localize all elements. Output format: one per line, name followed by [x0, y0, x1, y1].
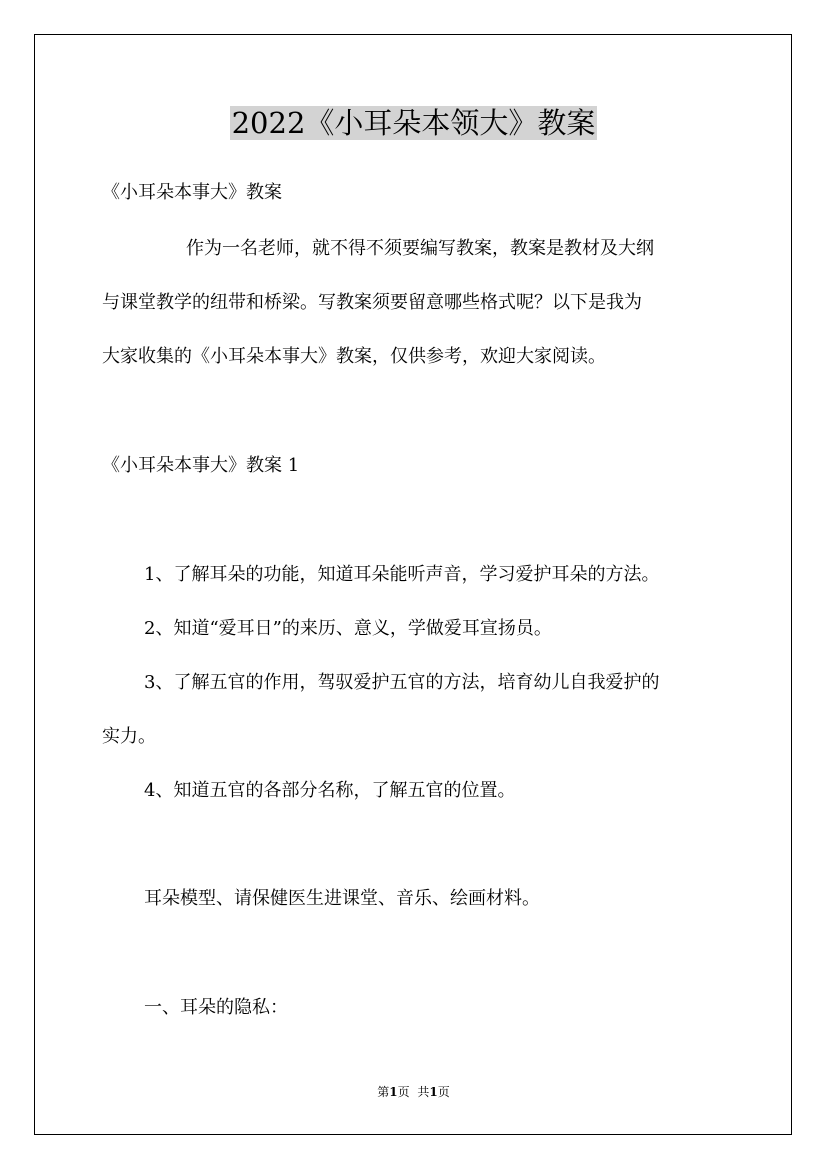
- footer-total-pages: 1: [429, 1085, 438, 1099]
- intro-line-1: 作为一名老师，就不得不须要编写教案，教案是教材及大纲: [186, 238, 654, 259]
- intro-line-2: 与课堂教学的纽带和桥梁。写教案须要留意哪些格式呢？以下是我为: [102, 292, 642, 313]
- footer-page-unit: 页: [397, 1085, 410, 1099]
- intro-line-3: 大家收集的《小耳朵本事大》教案，仅供参考，欢迎大家阅读。: [102, 346, 606, 367]
- footer-total-unit: 页: [437, 1085, 450, 1099]
- goal-1: 1、了解耳朵的功能，知道耳朵能听声音，学习爱护耳朵的方法。: [144, 564, 660, 585]
- footer-total-prefix: 共: [417, 1085, 430, 1099]
- goal-4: 4、知道五官的各部分名称，了解五官的位置。: [144, 780, 516, 801]
- goal-2: 2、知道“爱耳日”的来历、意义，学做爱耳宣扬员。: [144, 618, 552, 639]
- materials: 耳朵模型、请保健医生进课堂、音乐、绘画材料。: [144, 888, 540, 909]
- goal-3: 3、了解五官的作用，驾驭爱护五官的方法，培育幼儿自我爱护的: [144, 672, 660, 693]
- section-title: 《小耳朵本事大》教案 1: [102, 455, 300, 476]
- footer-prefix: 第: [377, 1085, 390, 1099]
- document-title: [0, 105, 827, 141]
- goal-3-continued: 实力。: [102, 726, 156, 747]
- document-title-text: 2022《小耳朵本领大》教案: [231, 106, 596, 140]
- step-one-heading: 一、耳朵的隐私：: [144, 997, 288, 1018]
- subtitle: 《小耳朵本事大》教案: [102, 182, 282, 203]
- footer-page-number: 1: [389, 1085, 398, 1099]
- page-footer: [0, 1084, 827, 1100]
